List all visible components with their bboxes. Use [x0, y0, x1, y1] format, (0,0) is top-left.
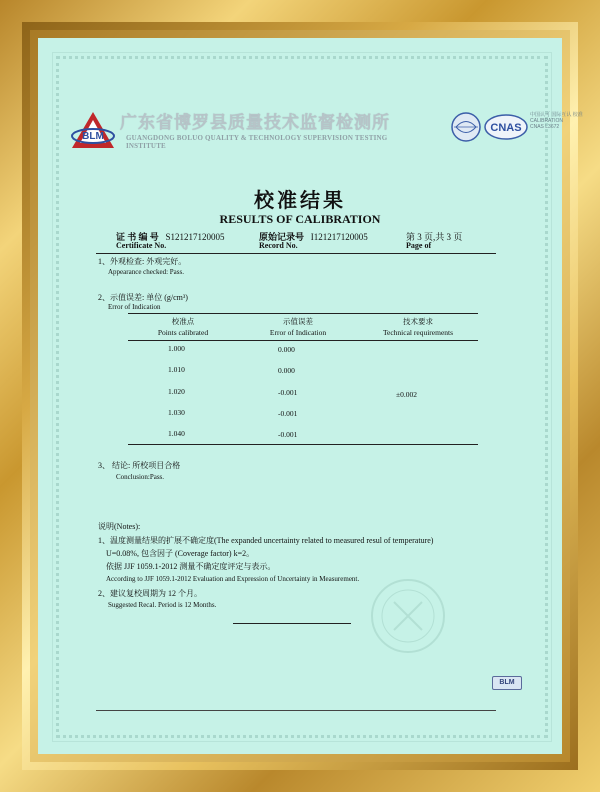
table-row-error: 0.000 — [278, 345, 295, 354]
table-header-req-cn: 技术要求 — [403, 317, 433, 326]
svg-text:BLM: BLM — [82, 131, 104, 142]
table-header-point-en: Points calibrated — [157, 328, 209, 337]
table-header-error-cn: 示值误差 — [283, 317, 313, 326]
title-en: RESULTS OF CALIBRATION — [219, 212, 381, 226]
certificate-paper — [38, 38, 583, 754]
table-row-error: -0.001 — [278, 409, 298, 418]
error-section-en: Error of Indication — [108, 303, 161, 311]
page-label-en: Page of — [406, 241, 432, 250]
header-rule — [96, 253, 496, 254]
institute-name-en: GUANGDONG BOLUO QUALITY & TECHNOLOGY SUPERVISION TESTING INSTITUTE — [126, 134, 388, 150]
institute-name-cn: 广东省博罗县质量技术监督检测所 — [120, 113, 390, 132]
title-cn: 校准结果 — [254, 190, 346, 212]
page-number: 第 3 页,共 3 页 — [406, 232, 463, 242]
cnas-caption: 中国认可 国际互认 校准 CALIBRATION CNAS L3672 — [530, 112, 583, 130]
conclusion-cn: 3、 结论: 所校项目合格 — [98, 461, 181, 470]
table-header-req-en: Technical requirements — [382, 328, 454, 337]
table-header-point-cn: 校准点 — [171, 317, 195, 326]
svg-text:CNAS: CNAS — [490, 122, 522, 134]
blm-stamp: BLM — [492, 676, 522, 690]
table-row-point: 1.040 — [168, 429, 185, 438]
table-row-error: -0.001 — [278, 388, 298, 397]
table-row-point: 1.030 — [168, 408, 185, 417]
notes-line: According to JJF 1059.1-2012 Evaluation and Expression of Uncertainty in Measurement. — [106, 575, 360, 583]
certificate-number: 证 书 编 号 S121217120005 — [116, 232, 225, 242]
table-bottom-rule — [128, 444, 478, 445]
appearance-check-en: Appearance checked: Pass. — [108, 268, 184, 276]
table-row-error: 0.000 — [278, 366, 295, 375]
notes-line: 2、建议复校周期为 12 个月。 — [98, 589, 202, 598]
table-row-point: 1.000 — [168, 344, 185, 353]
cnas-accreditation-icon — [450, 110, 528, 144]
conclusion-en: Conclusion:Pass. — [116, 473, 165, 481]
record-number: 原始记录号 I121217120005 — [259, 232, 368, 242]
notes-line: 依据 JJF 1059.1-2012 测量不确定度评定与表示。 — [106, 562, 276, 571]
table-header-rule — [128, 340, 478, 341]
seal-watermark-icon — [368, 576, 448, 656]
error-section-cn: 2、示值误差: 单位 (g/cm³) — [98, 293, 188, 302]
certificate-label-en: Certificate No. — [116, 241, 167, 250]
blm-logo-icon — [70, 110, 116, 150]
notes-line: U=0.08%, 包含因子 (Coverage factor) k=2。 — [106, 549, 255, 558]
table-row-point: 1.020 — [168, 387, 185, 396]
appearance-check-cn: 1、外观检查: 外观完好。 — [98, 257, 187, 266]
table-row-point: 1.010 — [168, 365, 185, 374]
technical-requirement: ±0.002 — [396, 390, 417, 399]
notes-line: Suggested Recal. Period is 12 Months. — [108, 601, 217, 609]
record-label-en: Record No. — [259, 241, 298, 250]
notes-title: 说明(Notes): — [98, 522, 141, 531]
signature-line — [233, 623, 351, 624]
table-row-error: -0.001 — [278, 430, 298, 439]
table-header-error-en: Error of Indication — [269, 328, 327, 337]
institute-header — [70, 106, 583, 162]
footer-rule — [96, 710, 496, 711]
table-top-rule — [128, 313, 478, 314]
notes-line: 1、温度测量结果的扩展不确定度(The expanded uncertainty related to measured resul of temperature) — [98, 536, 434, 545]
